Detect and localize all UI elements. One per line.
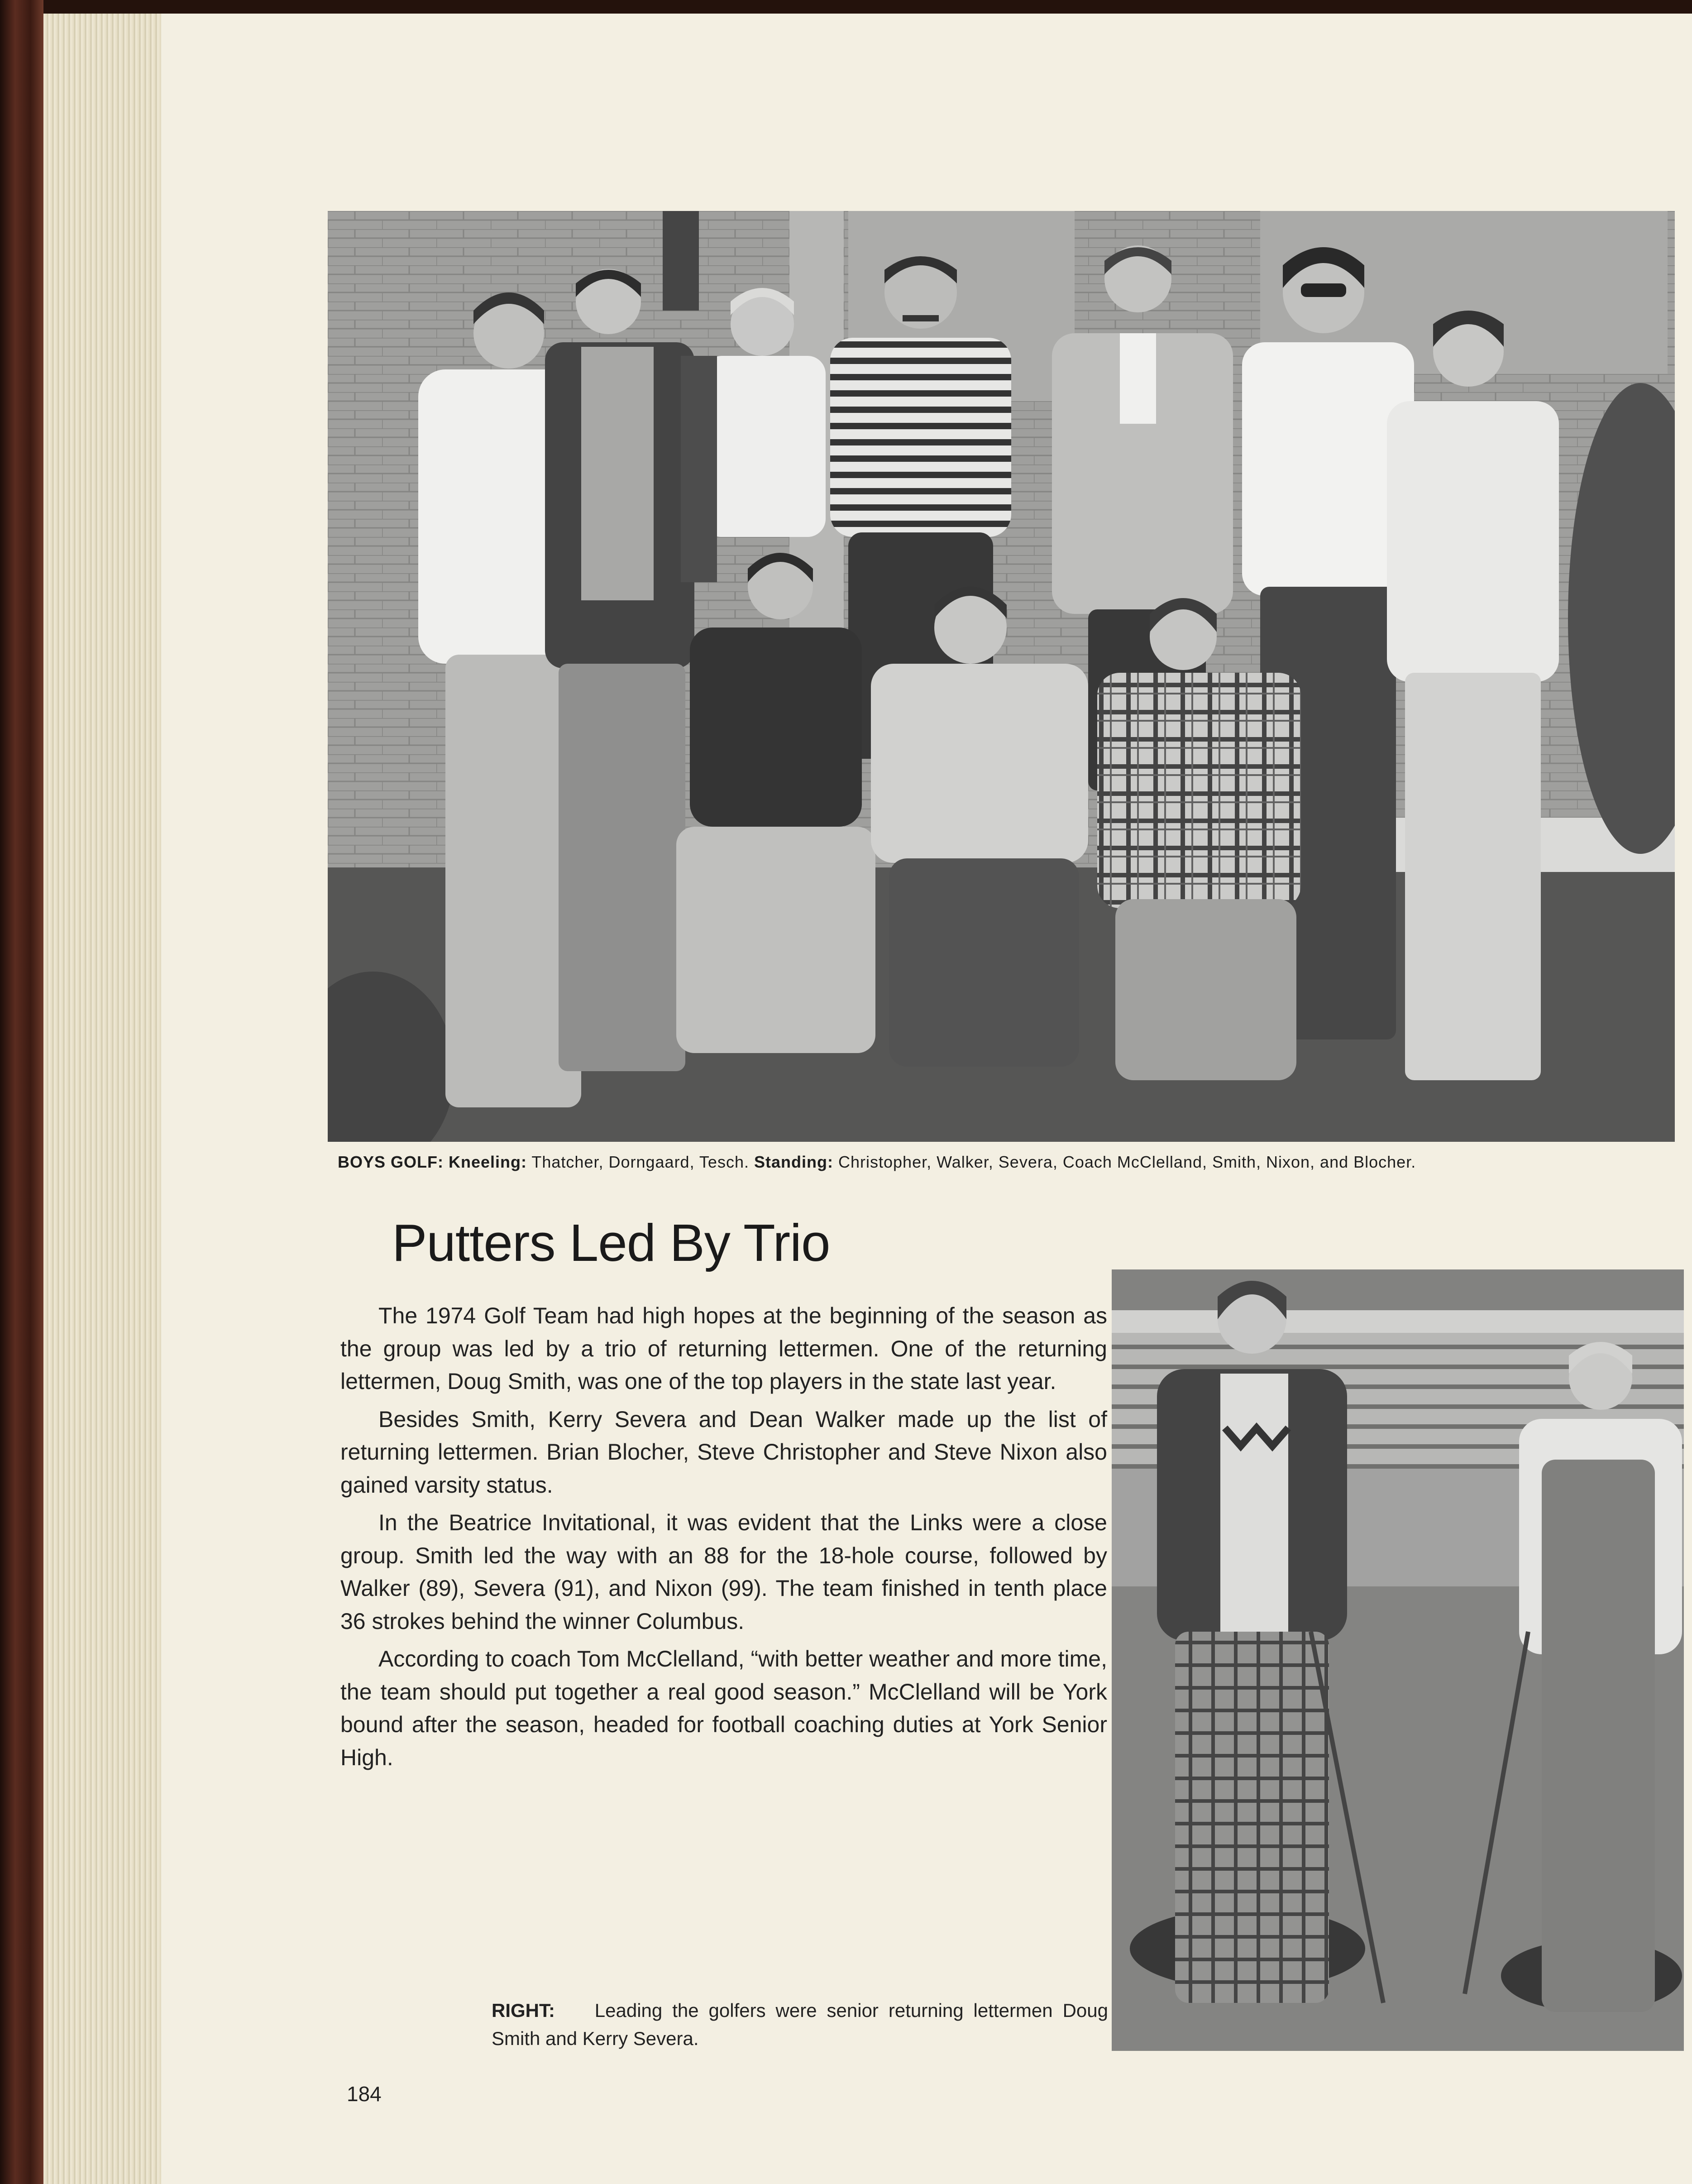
caption-body: Leading the golfers were senior returning lettermen Doug Smith and Kerry Severa. xyxy=(492,2000,1108,2049)
team-photo-image xyxy=(328,211,1675,1142)
page-edges xyxy=(43,0,161,2184)
article-paragraph: In the Beatrice Invitational, it was evident that the Links were a close group. Smith led the way with an 88 for the 18-hole course, followed by Walker (89), Severa (91), and Nixon (99). The team finished in tenth place 36 strokes behind the winner Columbus. xyxy=(340,1510,1107,1634)
yearbook-page xyxy=(161,14,1692,2184)
page-number: 184 xyxy=(347,2082,382,2106)
golfers-caption-text xyxy=(492,1997,1108,2053)
caption-label: RIGHT: xyxy=(492,2000,555,2021)
kneeling-label: Kneeling: xyxy=(449,1153,527,1171)
kneeling-names: Thatcher, Dorngaard, Tesch. xyxy=(531,1153,749,1171)
standing-names: Christopher, Walker, Severa, Coach McClelland, Smith, Nixon, and Blocher. xyxy=(838,1153,1416,1171)
book-binding xyxy=(0,0,43,2184)
article-paragraph: According to coach Tom McClelland, “with better weather and more time, the team should put together a real good season.” McClelland will be York bound after the season, headed for football coaching duties at York Senior High. xyxy=(340,1646,1107,1770)
team-photo-caption xyxy=(338,1153,1678,1172)
article-body xyxy=(340,1299,1107,1779)
article-paragraph: The 1974 Golf Team had high hopes at the beginning of the season as the group was led by a trio of returning lettermen. One of the returning lettermen, Doug Smith, was one of the top players in the state last year. xyxy=(340,1303,1107,1394)
golfers-photo xyxy=(1112,1269,1684,2051)
team-photo xyxy=(328,211,1675,1142)
golfers-photo-caption xyxy=(492,1997,1108,2053)
golfers-photo-image xyxy=(1112,1269,1684,2051)
article-headline: Putters Led By Trio xyxy=(392,1213,830,1272)
article-paragraph: Besides Smith, Kerry Severa and Dean Walker made up the list of returning lettermen. Brian Blocher, Steve Christopher and Steve Nixon also gained varsity status. xyxy=(340,1406,1107,1498)
book-top-edge xyxy=(43,0,1692,14)
caption-label: BOYS GOLF: xyxy=(338,1153,444,1171)
standing-label: Standing: xyxy=(754,1153,833,1171)
